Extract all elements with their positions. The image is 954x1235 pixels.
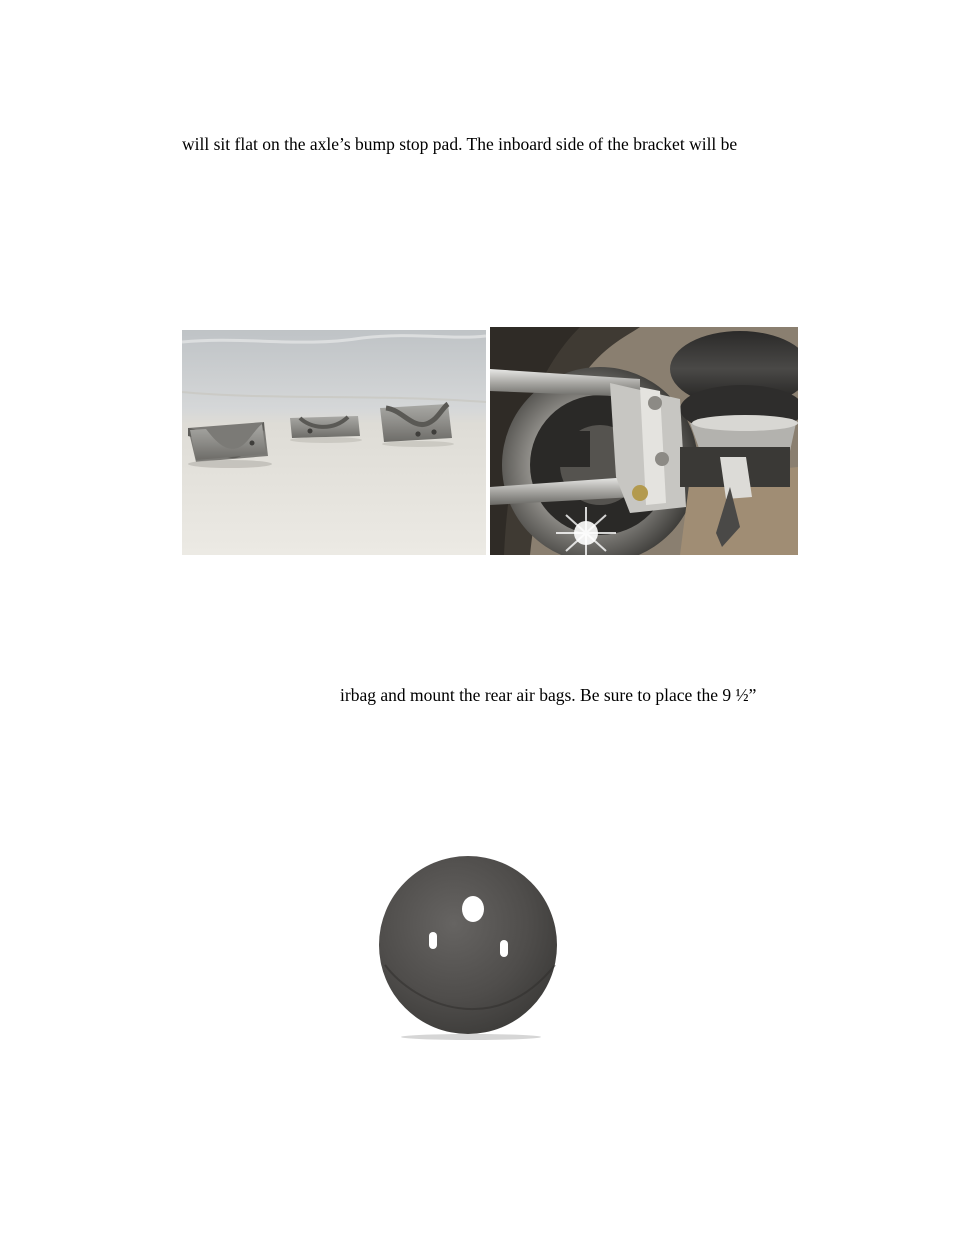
air-bag-suspension-photo (490, 327, 798, 555)
paragraph-line-1: will sit flat on the axle’s bump stop pad. The inboard side of the bracket will be (182, 134, 738, 154)
air-bag-mounting-plate-photo (375, 855, 560, 1040)
axle-brackets-photo (182, 330, 486, 555)
paragraph-line-2: irbag and mount the rear air bags. Be sure to place the 9 ½” (340, 685, 757, 705)
